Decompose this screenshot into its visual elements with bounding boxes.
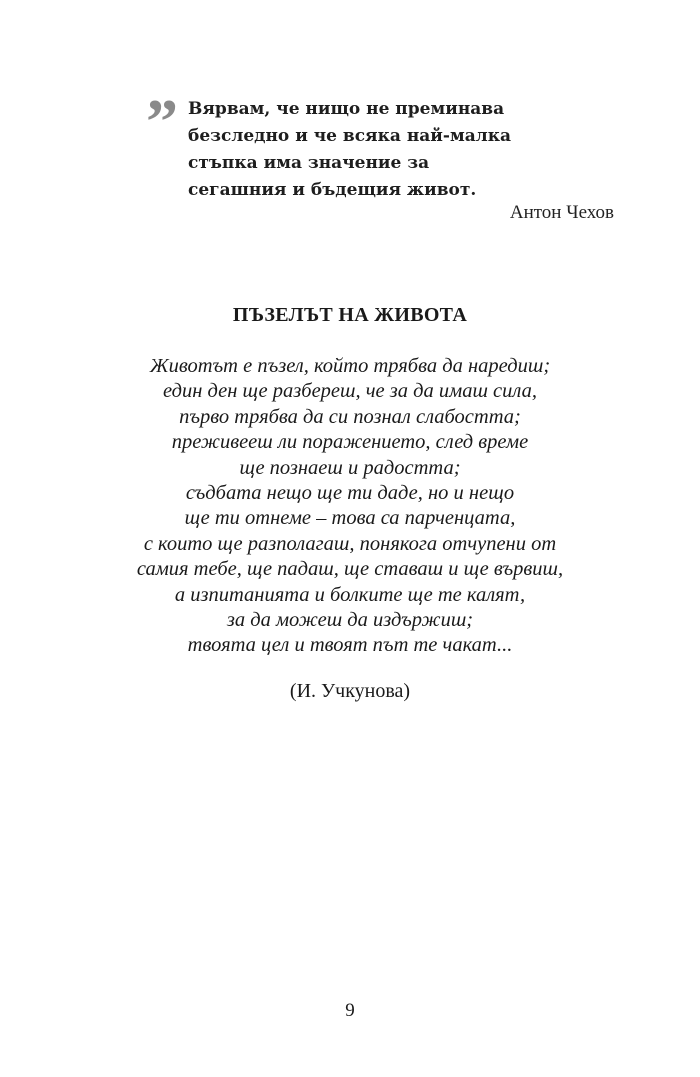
poem-line: Животът е пъзел, който трябва да наредиш; [149,355,551,377]
poem-line: за да можеш да издържиш; [226,609,474,632]
poem-title: ПЪЗЕЛЪТ НА ЖИВОТА [232,304,468,326]
epigraph-line: сегашния и бъдещия живот. [188,180,477,200]
poem-line: с които ще разполагаш, понякога отчупени от [143,532,557,555]
poem-line: съдбата нещо ще ти даде, но и нещо [185,482,515,505]
poem-line: ще познаеш и радостта; [239,456,461,479]
epigraph-line: стъпка има значение за [188,153,430,173]
poem-line: ще ти отнеме – това са парченцата, [184,507,516,530]
poem-source: (И. Учкунова) [289,680,411,702]
poem-body [0,354,700,659]
epigraph-author: Антон Чехов [509,202,614,223]
poem-line: а изпитанията и болките ще те калят, [174,583,526,606]
poem-line: самия тебе, ще падаш, ще ставаш и ще вървиш, [136,558,564,581]
poem-line: един ден ще разбереш, че за да имаш сила, [163,380,537,403]
poem-line: твоята цел и твоят път те чакат... [187,634,513,657]
poem-line: преживееш ли поражението, след време [171,431,529,454]
epigraph-line: Вярвам, че нищо не преминава [188,99,505,119]
epigraph-text [188,96,511,204]
quotation-mark-icon: ” [146,86,178,157]
page-number: 9 [345,1000,355,1021]
poem-line: първо трябва да си познал слабостта; [179,405,521,428]
epigraph-line: безследно и че всяка най-малка [188,126,512,146]
